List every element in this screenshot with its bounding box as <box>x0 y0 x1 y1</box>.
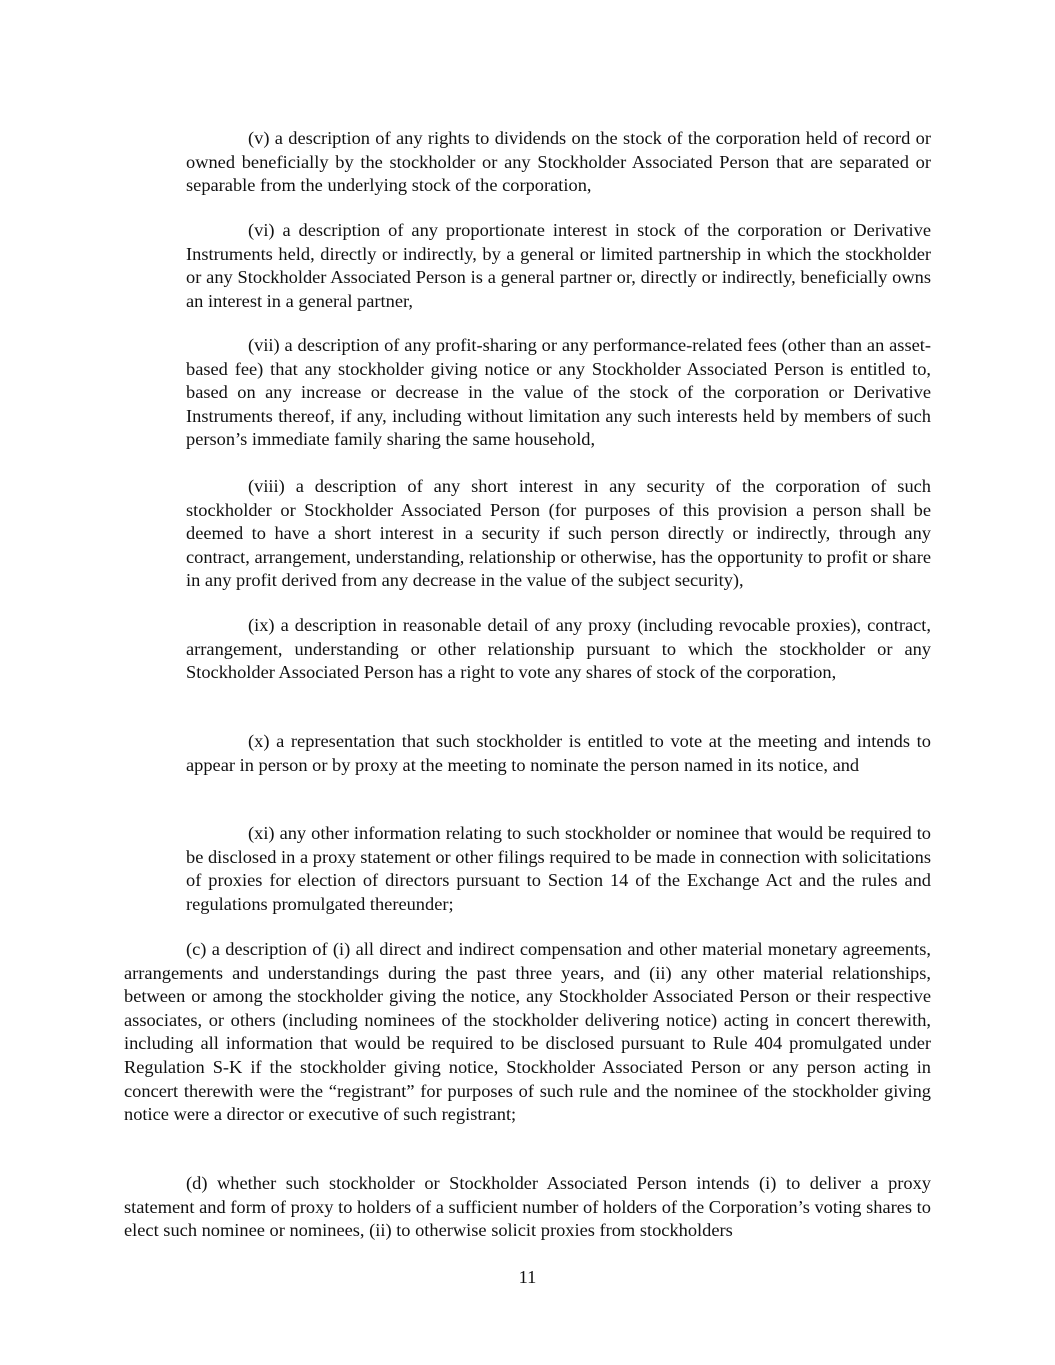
paragraph-ix: (ix) a description in reasonable detail of any proxy (including revocable proxies), contract, arrangement, understanding or other relationship pursuant to which the stockholder or any Stockholder Associated Person has a right to vote any shares of stock of the corporation, <box>186 615 931 683</box>
page-number: 11 <box>518 1267 537 1287</box>
paragraph-xi: (xi) any other information relating to such stockholder or nominee that would be required to be disclosed in a proxy statement or other filings required to be made in connection with solicitations of proxies for election of directors pursuant to Section 14 of the Exchange Act and the rules and regulations promulgated thereunder; <box>186 823 931 914</box>
paragraph-x: (x) a representation that such stockholder is entitled to vote at the meeting and intends to appear in person or by proxy at the meeting to nominate the person named in its notice, and <box>186 731 931 775</box>
paragraph-vi: (vi) a description of any proportionate interest in stock of the corporation or Derivative Instruments held, directly or indirectly, by a general or limited partnership in which the stockholder or any Stockholder Associated Person is a general partner or, directly or indirectly, beneficially owns an interest in a general partner, <box>186 220 931 311</box>
paragraph-c: (c) a description of (i) all direct and indirect compensation and other material monetary agreements, arrangements and understandings during the past three years, and (ii) any other material relationships, between or among the stockholder giving the notice, any Stockholder Associated Person or their respective associates, or others (including nominees of the stockholder delivering notice) acting in concert therewith, including all information that would be required to be disclosed pursuant to Rule 404 promulgated under Regulation S-K if the stockholder giving notice, Stockholder Associated Person or any person acting in concert therewith were the “registrant” for purposes of such rule and the nominee of the stockholder giving notice were a director or executive of such registrant; <box>124 939 931 1125</box>
paragraph-viii: (viii) a description of any short interest in any security of the corporation of such stockholder or Stockholder Associated Person (for purposes of this provision a person shall be deemed to have a short interest in a security if such person directly or indirectly, through any contract, arrangement, understanding, relationship or otherwise, has the opportunity to profit or share in any profit derived from any decrease in the value of the subject security), <box>186 476 931 591</box>
paragraph-vii: (vii) a description of any profit-sharing or any performance-related fees (other than an asset-based fee) that any stockholder giving notice or any Stockholder Associated Person is entitled to, based on any increase or decrease in the value of the stock of the corporation or Derivative Instruments thereof, if any, including without limitation any such interests held by members of such person’s immediate family sharing the same household, <box>186 335 931 450</box>
paragraph-v: (v) a description of any rights to dividends on the stock of the corporation held of record or owned beneficially by the stockholder or any Stockholder Associated Person that are separated or separable from the underlying stock of the corporation, <box>186 128 931 196</box>
paragraph-d: (d) whether such stockholder or Stockholder Associated Person intends (i) to deliver a proxy statement and form of proxy to holders of a sufficient number of holders of the Corporation’s voting shares to elect such nominee or nominees, (ii) to otherwise solicit proxies from stockholders <box>124 1173 931 1241</box>
